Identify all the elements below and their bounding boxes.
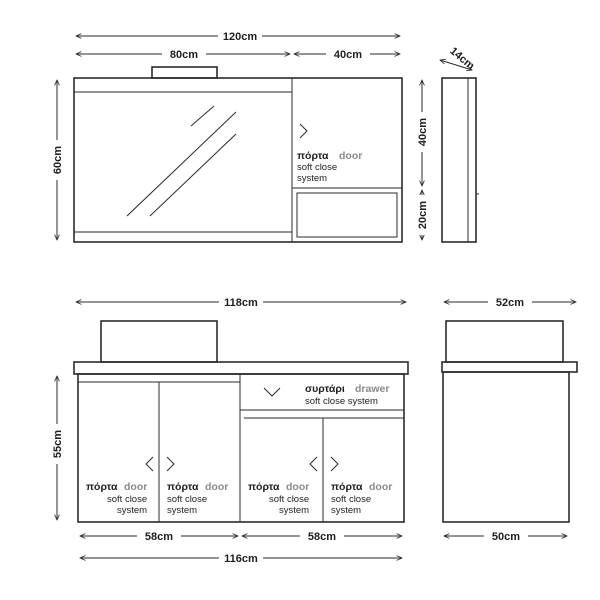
chevron-right-icon bbox=[300, 124, 307, 138]
dim-80-label: 80cm bbox=[169, 49, 199, 61]
dim-116-label: 116cm bbox=[224, 553, 258, 565]
door1-sub-2: system bbox=[117, 505, 148, 516]
top-door-sub-2: system bbox=[297, 173, 328, 184]
door1-label-gr: πόρτα bbox=[86, 481, 118, 493]
dim-55-label: 55cm bbox=[52, 429, 64, 459]
door4-sub-2: system bbox=[331, 505, 362, 516]
drawer-label-en: drawer bbox=[355, 383, 390, 395]
top-light-fixture bbox=[152, 67, 217, 78]
dim-14-label: 14cm bbox=[447, 45, 477, 73]
lower-shelf-box bbox=[297, 193, 397, 237]
top-door-sub-1: soft close bbox=[297, 162, 338, 173]
mirror-glare-long-2 bbox=[150, 134, 236, 216]
door4-label-gr: πόρτα bbox=[331, 481, 363, 493]
door1-sub-1: soft close bbox=[107, 494, 148, 505]
drawer-label-gr: συρτάρι bbox=[305, 383, 345, 395]
mirror-glare-long bbox=[127, 112, 236, 216]
door3-sub-1: soft close bbox=[269, 494, 310, 505]
chevron-left-icon bbox=[146, 457, 153, 471]
chevron-right-icon bbox=[331, 457, 338, 471]
door3-label-en: door bbox=[286, 481, 310, 493]
dim-20v-label: 20cm bbox=[417, 200, 429, 230]
chevron-left-icon bbox=[310, 457, 317, 471]
door2-sub-2: system bbox=[167, 505, 198, 516]
drawer-label-sub: soft close system bbox=[305, 396, 378, 407]
dim-118-label: 118cm bbox=[224, 297, 258, 309]
dim-52-label: 52cm bbox=[495, 297, 525, 309]
dim-58a-label: 58cm bbox=[144, 531, 174, 543]
dim-58b-label: 58cm bbox=[307, 531, 337, 543]
top-door-label-gr: πόρτα bbox=[297, 150, 329, 162]
door3-sub-2: system bbox=[279, 505, 310, 516]
chevron-right-icon bbox=[167, 457, 174, 471]
dim-40v-label: 40cm bbox=[417, 117, 429, 147]
door1-label-en: door bbox=[124, 481, 148, 493]
door2-label-en: door bbox=[205, 481, 229, 493]
dim-40-label: 40cm bbox=[333, 49, 363, 61]
mirror-cabinet-side bbox=[442, 78, 479, 242]
dim-50-label: 50cm bbox=[491, 531, 521, 543]
door3-label-gr: πόρτα bbox=[248, 481, 280, 493]
vanity-side bbox=[442, 321, 577, 522]
door4-sub-1: soft close bbox=[331, 494, 372, 505]
chevron-down-icon bbox=[264, 388, 280, 396]
door4-label-en: door bbox=[369, 481, 393, 493]
countertop bbox=[74, 362, 408, 374]
vessel-sink bbox=[101, 321, 217, 362]
door2-sub-1: soft close bbox=[167, 494, 208, 505]
dim-120-label: 120cm bbox=[222, 31, 258, 43]
top-door-label-en: door bbox=[339, 150, 363, 162]
mirror-glare-short bbox=[191, 106, 214, 126]
door2-label-gr: πόρτα bbox=[167, 481, 199, 493]
dim-60-label: 60cm bbox=[52, 145, 64, 175]
